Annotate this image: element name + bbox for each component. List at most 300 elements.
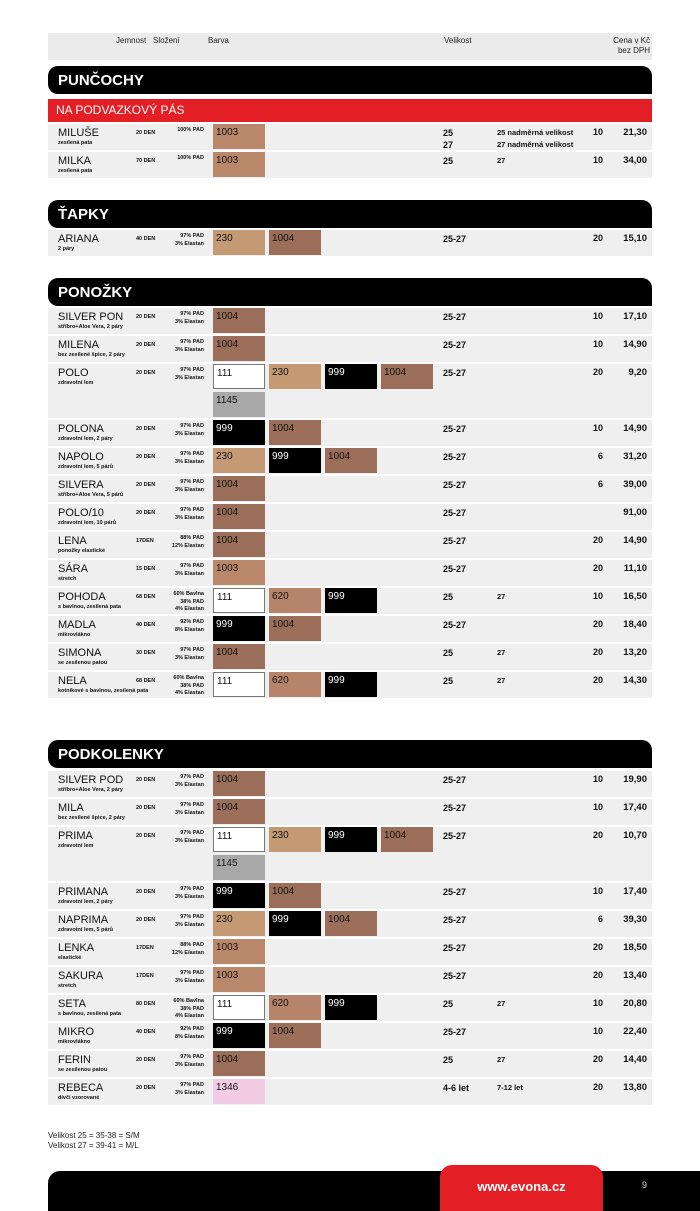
size-secondary [497,998,505,1010]
product-denier: 17DEN [136,538,154,544]
website-link[interactable]: www.evona.cz [440,1165,603,1211]
composition-line: 97% PAD [180,970,204,976]
size-value: 27 [497,648,506,657]
product-description: zdravotní lem, 10 párů [58,520,117,526]
color-swatch-230[interactable]: 230 [213,448,265,473]
color-swatch-111[interactable]: 111 [213,588,265,613]
color-swatch-999[interactable]: 999 [325,364,377,389]
composition-line: 3% Elastan [174,837,204,844]
product-price: 22,40 [623,1026,647,1037]
product-description: zesílená pata [58,140,93,146]
color-swatch-230[interactable]: 230 [269,827,321,852]
product-description: se zesílenou patou [58,1067,108,1073]
size-primary [443,479,483,491]
product-composition [156,970,204,985]
product-description: stretch [58,983,77,989]
composition-line: 97% PAD [180,311,204,317]
pack-quantity: 10 [592,1026,603,1036]
pack-quantity: 6 [597,451,603,461]
color-swatch-230[interactable]: 230 [213,911,265,936]
pack-quantity: 20 [592,233,603,243]
composition-line: 38% PAD [180,1005,204,1012]
pack-quantity: 20 [592,619,603,629]
composition-line: 3% Elastan [174,430,204,437]
composition-line: 38% PAD [180,682,204,689]
product-description: bez zesílené špice, 2 páry [58,352,125,358]
product-composition [156,479,204,494]
color-swatch-1004[interactable]: 1004 [213,336,265,361]
product-denier: 40 DEN [136,622,156,628]
composition-line: 97% PAD [180,914,204,920]
pack-quantity: 20 [592,1082,603,1092]
color-swatch-1004[interactable]: 1004 [381,364,433,389]
product-composition [156,233,204,248]
composition-line: 3% Elastan [174,781,204,788]
product-row [48,124,652,150]
color-swatch-230[interactable]: 230 [269,364,321,389]
color-swatch-620[interactable]: 620 [269,995,321,1020]
color-swatch-1004[interactable]: 1004 [213,532,265,557]
color-swatch-999[interactable]: 999 [325,672,377,697]
color-swatch-1003[interactable]: 1003 [213,967,265,992]
product-composition [156,998,204,1021]
composition-line: 3% Elastan [174,1061,204,1068]
product-row [48,672,652,698]
size-secondary [497,1054,505,1066]
product-row [48,504,652,530]
product-row [48,939,652,965]
product-composition [156,127,204,135]
color-swatch-230[interactable]: 230 [213,230,265,255]
product-name: SETA [58,998,86,1010]
color-swatch-1004[interactable]: 1004 [325,911,377,936]
color-swatch-111[interactable]: 111 [213,827,265,852]
product-denier: 20 DEN [136,833,156,839]
product-list [48,124,652,180]
color-swatch-1004[interactable]: 1004 [381,827,433,852]
pack-quantity: 10 [592,802,603,812]
product-composition [156,675,204,698]
product-list [48,771,652,1107]
size-value: 25-27 [443,480,467,490]
composition-line: 12% Elastan [171,542,204,549]
product-denier: 30 DEN [136,650,156,656]
product-denier: 40 DEN [136,1029,156,1035]
product-price: 10,70 [623,830,647,841]
color-swatch-1004[interactable]: 1004 [213,771,265,796]
size-value: 25-27 [443,368,467,378]
product-price: 14,90 [623,339,647,350]
product-row [48,644,652,670]
composition-line: 3% Elastan [174,486,204,493]
composition-line: 97% PAD [180,563,204,569]
product-description: 2 páry [58,246,75,252]
product-description: s bavlnou, zesílená pata [58,604,121,610]
col-jemnost: Jemnost [116,36,147,45]
product-composition [156,830,204,845]
product-composition [156,155,204,163]
product-name: SÁRA [58,563,88,575]
size-value: 25 nadměrná velikost [497,128,574,137]
col-cena: Cena v Kč bez DPH [613,36,650,55]
product-description: stříbro+Aloe Vera, 2 páry [58,787,123,793]
size-primary [443,830,483,842]
size-primary [443,1082,483,1094]
color-swatch-1004[interactable]: 1004 [269,883,321,908]
size-value: 25-27 [443,1027,467,1037]
color-swatch-1004[interactable]: 1004 [269,230,321,255]
section-title: PODKOLENKY [48,740,652,768]
product-description: zdravotní lem [58,380,94,386]
composition-line: 3% Elastan [174,654,204,661]
product-price: 91,00 [623,507,647,518]
product-composition [156,451,204,466]
size-value: 27 [497,156,506,165]
product-denier: 68 DEN [136,678,156,684]
color-swatch-1004[interactable]: 1004 [325,448,377,473]
product-description: stříbro+Aloe Vera, 2 páry [58,324,123,330]
pack-quantity: 20 [592,535,603,545]
size-value: 25-27 [443,620,467,630]
product-row [48,532,652,558]
product-denier: 17DEN [136,973,154,979]
product-description: zdravotní lem, 2 páry [58,899,113,905]
col-velikost: Velikost [444,36,472,45]
product-denier: 20 DEN [136,370,156,376]
product-name: MILENA [58,339,99,351]
product-name: LENKA [58,942,95,954]
pack-quantity: 10 [592,127,603,137]
pack-quantity: 10 [592,886,603,896]
product-price: 15,10 [623,233,647,244]
size-value: 25-27 [443,564,467,574]
composition-line: 3% Elastan [174,240,204,247]
product-name: LENA [58,535,87,547]
product-description: kotníkové s bavlnou, zesílená pata [58,688,149,694]
product-description: ponožky elastické [58,548,106,554]
size-value: 25-27 [443,775,467,785]
size-primary [443,451,483,463]
size-primary [443,535,483,547]
composition-line: 97% PAD [180,233,204,239]
color-swatch-999[interactable]: 999 [213,883,265,908]
composition-line: 100% PAD [177,155,204,161]
product-price: 39,30 [623,914,647,925]
size-primary [443,507,483,519]
color-swatch-1004[interactable]: 1004 [213,308,265,333]
product-price: 17,10 [623,311,647,322]
size-value: 25 [443,676,454,686]
product-row [48,448,652,474]
color-swatch-1003[interactable]: 1003 [213,560,265,585]
color-swatch-1004[interactable]: 1004 [213,476,265,501]
size-primary [443,886,483,898]
product-denier: 20 DEN [136,454,156,460]
color-swatch-1003[interactable]: 1003 [213,124,265,149]
pack-quantity: 10 [592,423,603,433]
pack-quantity: 10 [592,998,603,1008]
section-subtitle: NA PODVAZKOVÝ PÁS [48,99,652,122]
product-denier: 68 DEN [136,594,156,600]
composition-line: 97% PAD [180,451,204,457]
product-row [48,1079,652,1105]
size-value: 25 [443,156,454,166]
product-description: zdravotní lem [58,843,94,849]
composition-line: 97% PAD [180,1054,204,1060]
product-denier: 40 DEN [136,236,156,242]
product-description: zesílená pata [58,168,93,174]
composition-line: 38% PAD [180,598,204,605]
color-swatch-999[interactable]: 999 [213,616,265,641]
pack-quantity: 20 [592,942,603,952]
product-description: zdravotní lem, 2 páry [58,436,113,442]
size-value: 25-27 [443,943,467,953]
product-row [48,967,652,993]
product-price: 17,40 [623,802,647,813]
product-price: 39,00 [623,479,647,490]
pack-quantity: 10 [592,339,603,349]
product-composition [156,423,204,438]
size-value: 4-6 let [443,1083,470,1093]
composition-line: 3% Elastan [174,921,204,928]
product-name: SAKURA [58,970,104,982]
composition-line: 97% PAD [180,802,204,808]
size-primary [443,774,483,786]
col-barva: Barva [208,36,229,45]
product-description: elastické [58,955,82,961]
color-swatch-1003[interactable]: 1003 [213,152,265,177]
color-swatch-1004[interactable]: 1004 [213,644,265,669]
composition-line: 60% Bavlna [173,675,204,681]
size-primary [443,339,483,351]
color-swatch-1004[interactable]: 1004 [213,504,265,529]
product-composition [156,914,204,929]
color-swatch-1004[interactable]: 1004 [269,420,321,445]
product-row [48,230,652,256]
product-price: 14,40 [623,1054,647,1065]
product-composition [156,563,204,578]
color-swatch-1346[interactable]: 1346 [213,1079,265,1104]
product-description: mikrovlákno [58,1039,91,1045]
pack-quantity: 6 [597,914,603,924]
product-composition [156,619,204,634]
composition-line: 3% Elastan [174,346,204,353]
size-value: 25-27 [443,887,467,897]
product-denier: 17DEN [136,945,154,951]
composition-line: 60% Bavlna [173,591,204,597]
pack-quantity: 20 [592,367,603,377]
color-swatch-111[interactable]: 111 [213,995,265,1020]
product-price: 14,30 [623,675,647,686]
product-row [48,560,652,586]
size-primary [443,155,483,167]
composition-line: 97% PAD [180,339,204,345]
color-swatch-1145[interactable]: 1145 [213,855,265,880]
product-composition [156,1082,204,1097]
size-note: Velikost 27 = 39-41 = M/L [48,1141,139,1150]
composition-line: 97% PAD [180,886,204,892]
size-value: 25 [443,128,454,138]
color-swatch-999[interactable]: 999 [325,827,377,852]
product-composition [156,942,204,957]
product-name: PRIMANA [58,886,109,898]
size-secondary [497,127,573,151]
composition-line: 3% Elastan [174,1089,204,1096]
size-primary [443,942,483,954]
product-denier: 20 DEN [136,1057,156,1063]
product-composition [156,802,204,817]
product-composition [156,1026,204,1041]
product-row [48,308,652,334]
product-denier: 20 DEN [136,510,156,516]
size-value: 25-27 [443,803,467,813]
color-swatch-620[interactable]: 620 [269,672,321,697]
product-description: bez zesílené špice, 2 páry [58,815,125,821]
size-primary [443,233,483,245]
color-swatch-1145[interactable]: 1145 [213,392,265,417]
size-value: 7-12 let [497,1083,523,1092]
size-primary [443,367,483,379]
product-row [48,827,652,881]
product-description: zdravotní lem, 5 párů [58,927,114,933]
product-name: FERIN [58,1054,91,1066]
color-swatch-111[interactable]: 111 [213,364,265,389]
size-value: 27 [497,592,506,601]
product-denier: 20 DEN [136,426,156,432]
product-description: s bavlnou, zesílená pata [58,1011,121,1017]
composition-line: 3% Elastan [174,809,204,816]
size-primary [443,914,483,926]
product-name: MILKA [58,155,92,167]
product-row [48,588,652,614]
product-description: se zesílenou patou [58,660,108,666]
product-composition [156,647,204,662]
color-swatch-999[interactable]: 999 [325,588,377,613]
color-swatch-999[interactable]: 999 [269,448,321,473]
size-value: 25-27 [443,915,467,925]
size-value: 25 [443,1055,454,1065]
pack-quantity: 6 [597,479,603,489]
product-price: 20,80 [623,998,647,1009]
product-denier: 15 DEN [136,566,156,572]
product-row [48,1023,652,1049]
composition-line: 88% PAD [180,942,204,948]
product-name: SILVER PON [58,311,124,323]
product-denier: 20 DEN [136,917,156,923]
product-composition [156,774,204,789]
product-price: 16,50 [623,591,647,602]
product-name: NELA [58,675,87,687]
product-name: POLO/10 [58,507,104,519]
color-swatch-111[interactable]: 111 [213,672,265,697]
color-swatch-1004[interactable]: 1004 [213,799,265,824]
size-primary [443,591,483,603]
product-price: 13,80 [623,1082,647,1093]
size-value: 27 [497,1055,506,1064]
size-value: 25-27 [443,340,467,350]
product-price: 21,30 [623,127,647,138]
pack-quantity: 10 [592,591,603,601]
color-swatch-1004[interactable]: 1004 [213,1051,265,1076]
product-composition [156,535,204,550]
product-price: 9,20 [628,367,647,378]
color-swatch-999[interactable]: 999 [213,420,265,445]
page-number: 9 [642,1180,648,1190]
size-value: 25-27 [443,424,467,434]
color-swatch-1004[interactable]: 1004 [269,616,321,641]
color-swatch-1004[interactable]: 1004 [269,1023,321,1048]
size-primary [443,423,483,435]
product-row [48,883,652,909]
size-value: 27 nadměrná velikost [497,140,574,149]
product-name: MILA [58,802,84,814]
product-name: NAPRIMA [58,914,109,926]
size-value: 27 [497,676,506,685]
color-swatch-1003[interactable]: 1003 [213,939,265,964]
product-name: POHODA [58,591,106,603]
product-price: 17,40 [623,886,647,897]
product-name: MADLA [58,619,96,631]
composition-line: 97% PAD [180,479,204,485]
color-swatch-999[interactable]: 999 [213,1023,265,1048]
composition-line: 60% Bavlna [173,998,204,1004]
composition-line: 4% Elastan [174,1013,204,1019]
product-name: MILUŠE [58,127,99,139]
size-primary [443,647,483,659]
pack-quantity: 20 [592,675,603,685]
product-price: 18,40 [623,619,647,630]
product-price: 18,50 [623,942,647,953]
size-primary [443,311,483,323]
composition-line: 97% PAD [180,367,204,373]
product-row [48,152,652,178]
size-primary [443,563,483,575]
composition-line: 97% PAD [180,774,204,780]
composition-line: 8% Elastan [174,626,204,633]
product-composition [156,339,204,354]
product-name: NAPOLO [58,451,104,463]
product-composition [156,591,204,614]
size-value: 25 [443,999,454,1009]
composition-line: 3% Elastan [174,514,204,521]
size-value: 25 [443,592,454,602]
product-name: POLO [58,367,89,379]
product-price: 14,90 [623,423,647,434]
size-value: 25-27 [443,452,467,462]
pack-quantity: 20 [592,563,603,573]
composition-line: 97% PAD [180,647,204,653]
color-swatch-999[interactable]: 999 [325,995,377,1020]
size-primary [443,1054,483,1066]
size-value: 25-27 [443,312,467,322]
color-swatch-620[interactable]: 620 [269,588,321,613]
size-value: 25-27 [443,536,467,546]
product-description: dívčí vzorované [58,1095,100,1101]
product-denier: 80 DEN [136,1001,156,1007]
section-title: ŤAPKY [48,200,652,228]
product-denier: 70 DEN [136,158,156,164]
product-composition [156,886,204,901]
composition-line: 92% PAD [180,1026,204,1032]
product-name: ARIANA [58,233,99,245]
product-row [48,336,652,362]
product-row [48,995,652,1021]
color-swatch-999[interactable]: 999 [269,911,321,936]
size-secondary [497,647,505,659]
composition-line: 4% Elastan [174,606,204,612]
product-row [48,616,652,642]
product-composition [156,367,204,382]
